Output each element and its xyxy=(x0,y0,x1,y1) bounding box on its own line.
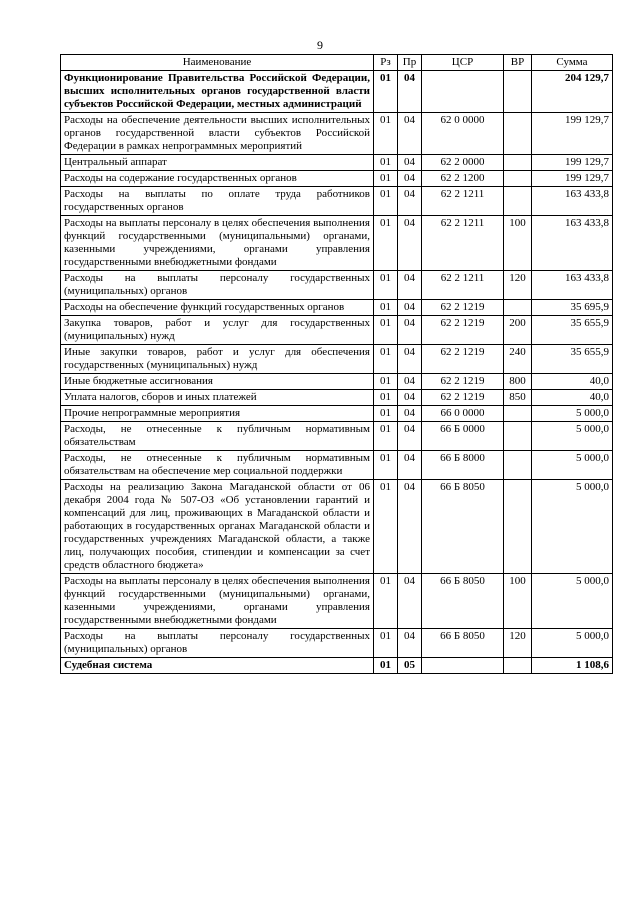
cell-name: Расходы на выплаты персоналу государственных (муниципальных) органов xyxy=(61,271,374,300)
cell-sum: 1 108,6 xyxy=(532,658,613,674)
cell-csr: 66 0 0000 xyxy=(422,406,504,422)
cell-rz: 01 xyxy=(374,187,398,216)
cell-sum: 5 000,0 xyxy=(532,574,613,629)
header-pr: Пр xyxy=(398,55,422,71)
cell-name: Расходы на обеспечение деятельности высших исполнительных органов государственной власти субъектов Российской Федерации в рамках непрограммных мероприятий xyxy=(61,113,374,155)
cell-pr: 04 xyxy=(398,71,422,113)
cell-pr: 04 xyxy=(398,345,422,374)
cell-sum: 5 000,0 xyxy=(532,406,613,422)
cell-vr xyxy=(504,171,532,187)
cell-csr: 66 Б 8050 xyxy=(422,480,504,574)
cell-name: Судебная система xyxy=(61,658,374,674)
cell-csr: 62 2 0000 xyxy=(422,155,504,171)
cell-sum: 40,0 xyxy=(532,374,613,390)
cell-name: Иные бюджетные ассигнования xyxy=(61,374,374,390)
cell-csr: 62 2 1211 xyxy=(422,271,504,300)
cell-vr xyxy=(504,71,532,113)
cell-rz: 01 xyxy=(374,316,398,345)
cell-vr: 800 xyxy=(504,374,532,390)
cell-name: Расходы на содержание государственных органов xyxy=(61,171,374,187)
header-vr: ВР xyxy=(504,55,532,71)
table-row xyxy=(61,271,613,300)
table-row xyxy=(61,171,613,187)
cell-name: Расходы, не отнесенные к публичным нормативным обязательствам на обеспечение мер социальной поддержки xyxy=(61,451,374,480)
cell-rz: 01 xyxy=(374,171,398,187)
cell-vr xyxy=(504,406,532,422)
cell-name: Закупка товаров, работ и услуг для государственных (муниципальных) нужд xyxy=(61,316,374,345)
cell-csr: 62 2 1219 xyxy=(422,374,504,390)
header-rz: Рз xyxy=(374,55,398,71)
cell-rz: 01 xyxy=(374,658,398,674)
cell-rz: 01 xyxy=(374,113,398,155)
cell-sum: 35 655,9 xyxy=(532,345,613,374)
cell-rz: 01 xyxy=(374,629,398,658)
cell-rz: 01 xyxy=(374,480,398,574)
table-header-row xyxy=(61,55,613,71)
cell-sum: 35 655,9 xyxy=(532,316,613,345)
cell-pr: 04 xyxy=(398,374,422,390)
cell-sum: 40,0 xyxy=(532,390,613,406)
table-row xyxy=(61,480,613,574)
cell-rz: 01 xyxy=(374,155,398,171)
cell-vr: 100 xyxy=(504,216,532,271)
cell-vr: 120 xyxy=(504,271,532,300)
cell-name: Расходы, не отнесенные к публичным нормативным обязательствам xyxy=(61,422,374,451)
cell-vr xyxy=(504,480,532,574)
cell-sum: 5 000,0 xyxy=(532,480,613,574)
table-row xyxy=(61,71,613,113)
cell-rz: 01 xyxy=(374,216,398,271)
cell-pr: 05 xyxy=(398,658,422,674)
cell-csr: 66 Б 8000 xyxy=(422,451,504,480)
cell-pr: 04 xyxy=(398,480,422,574)
table-row xyxy=(61,155,613,171)
cell-name: Расходы на обеспечение функций государственных органов xyxy=(61,300,374,316)
cell-pr: 04 xyxy=(398,390,422,406)
cell-sum: 5 000,0 xyxy=(532,451,613,480)
table-row xyxy=(61,422,613,451)
table-row xyxy=(61,406,613,422)
cell-rz: 01 xyxy=(374,390,398,406)
cell-pr: 04 xyxy=(398,422,422,451)
cell-sum: 35 695,9 xyxy=(532,300,613,316)
cell-rz: 01 xyxy=(374,300,398,316)
cell-rz: 01 xyxy=(374,406,398,422)
cell-csr: 62 0 0000 xyxy=(422,113,504,155)
cell-name: Функционирование Правительства Российской Федерации, высших исполнительных органов государственной власти субъектов Российской Федерации, местных администраций xyxy=(61,71,374,113)
cell-vr: 850 xyxy=(504,390,532,406)
cell-pr: 04 xyxy=(398,300,422,316)
cell-name: Уплата налогов, сборов и иных платежей xyxy=(61,390,374,406)
header-sum: Сумма xyxy=(532,55,613,71)
table-row xyxy=(61,113,613,155)
cell-sum: 5 000,0 xyxy=(532,629,613,658)
cell-csr: 62 2 1219 xyxy=(422,300,504,316)
cell-pr: 04 xyxy=(398,171,422,187)
cell-pr: 04 xyxy=(398,406,422,422)
table-row xyxy=(61,658,613,674)
cell-pr: 04 xyxy=(398,216,422,271)
cell-sum: 199 129,7 xyxy=(532,113,613,155)
cell-sum: 5 000,0 xyxy=(532,422,613,451)
cell-csr: 62 2 1219 xyxy=(422,390,504,406)
cell-name: Расходы на выплаты персоналу государственных (муниципальных) органов xyxy=(61,629,374,658)
cell-vr xyxy=(504,658,532,674)
cell-vr xyxy=(504,113,532,155)
cell-pr: 04 xyxy=(398,271,422,300)
table-row xyxy=(61,216,613,271)
cell-csr: 66 Б 0000 xyxy=(422,422,504,451)
cell-rz: 01 xyxy=(374,574,398,629)
header-name: Наименование xyxy=(61,55,374,71)
cell-vr xyxy=(504,155,532,171)
cell-csr xyxy=(422,71,504,113)
cell-vr: 240 xyxy=(504,345,532,374)
cell-csr xyxy=(422,658,504,674)
cell-name: Расходы на реализацию Закона Магаданской области от 06 декабря 2004 года № 507-ОЗ «Об установлении гарантий и компенсаций для лиц, проживающих в Магаданской области и работающих в государственных органах Магаданской области и государственных учреждениях Магаданской области, а также лиц, получающих пособия, стипендии и компенсации за счет средств областного бюджета» xyxy=(61,480,374,574)
cell-name: Расходы на выплаты персоналу в целях обеспечения выполнения функций государственными (муниципальными) органами, казенными учреждениями, органами управления государственными внебюджетными фондами xyxy=(61,216,374,271)
cell-csr: 62 2 1219 xyxy=(422,345,504,374)
page-number: 9 xyxy=(317,38,323,52)
cell-pr: 04 xyxy=(398,155,422,171)
cell-sum: 163 433,8 xyxy=(532,271,613,300)
cell-name: Прочие непрограммные мероприятия xyxy=(61,406,374,422)
cell-vr: 100 xyxy=(504,574,532,629)
cell-csr: 62 2 1211 xyxy=(422,216,504,271)
cell-sum: 163 433,8 xyxy=(532,216,613,271)
cell-rz: 01 xyxy=(374,345,398,374)
cell-rz: 01 xyxy=(374,374,398,390)
cell-pr: 04 xyxy=(398,113,422,155)
cell-pr: 04 xyxy=(398,316,422,345)
cell-name: Центральный аппарат xyxy=(61,155,374,171)
cell-vr: 200 xyxy=(504,316,532,345)
cell-rz: 01 xyxy=(374,451,398,480)
cell-vr xyxy=(504,451,532,480)
cell-csr: 62 2 1211 xyxy=(422,187,504,216)
cell-sum: 199 129,7 xyxy=(532,171,613,187)
cell-pr: 04 xyxy=(398,187,422,216)
table-row xyxy=(61,390,613,406)
cell-sum: 199 129,7 xyxy=(532,155,613,171)
cell-vr xyxy=(504,422,532,451)
table-row xyxy=(61,451,613,480)
cell-vr: 120 xyxy=(504,629,532,658)
cell-name: Иные закупки товаров, работ и услуг для обеспечения государственных (муниципальных) нужд xyxy=(61,345,374,374)
table-row xyxy=(61,629,613,658)
table-row xyxy=(61,345,613,374)
cell-vr xyxy=(504,300,532,316)
table-row xyxy=(61,374,613,390)
cell-sum: 163 433,8 xyxy=(532,187,613,216)
cell-name: Расходы на выплаты персоналу в целях обеспечения выполнения функций государственными (муниципальными) органами, казенными учреждениями, органами управления государственными внебюджетными фондами xyxy=(61,574,374,629)
cell-pr: 04 xyxy=(398,629,422,658)
cell-name: Расходы на выплаты по оплате труда работников государственных органов xyxy=(61,187,374,216)
cell-csr: 62 2 1219 xyxy=(422,316,504,345)
cell-sum: 204 129,7 xyxy=(532,71,613,113)
cell-vr xyxy=(504,187,532,216)
table-row xyxy=(61,316,613,345)
budget-table xyxy=(60,54,613,674)
cell-pr: 04 xyxy=(398,451,422,480)
cell-pr: 04 xyxy=(398,574,422,629)
cell-rz: 01 xyxy=(374,71,398,113)
table-row xyxy=(61,300,613,316)
table-row xyxy=(61,574,613,629)
header-csr: ЦСР xyxy=(422,55,504,71)
cell-csr: 66 Б 8050 xyxy=(422,629,504,658)
cell-csr: 62 2 1200 xyxy=(422,171,504,187)
table-row xyxy=(61,187,613,216)
cell-csr: 66 Б 8050 xyxy=(422,574,504,629)
cell-rz: 01 xyxy=(374,271,398,300)
cell-rz: 01 xyxy=(374,422,398,451)
